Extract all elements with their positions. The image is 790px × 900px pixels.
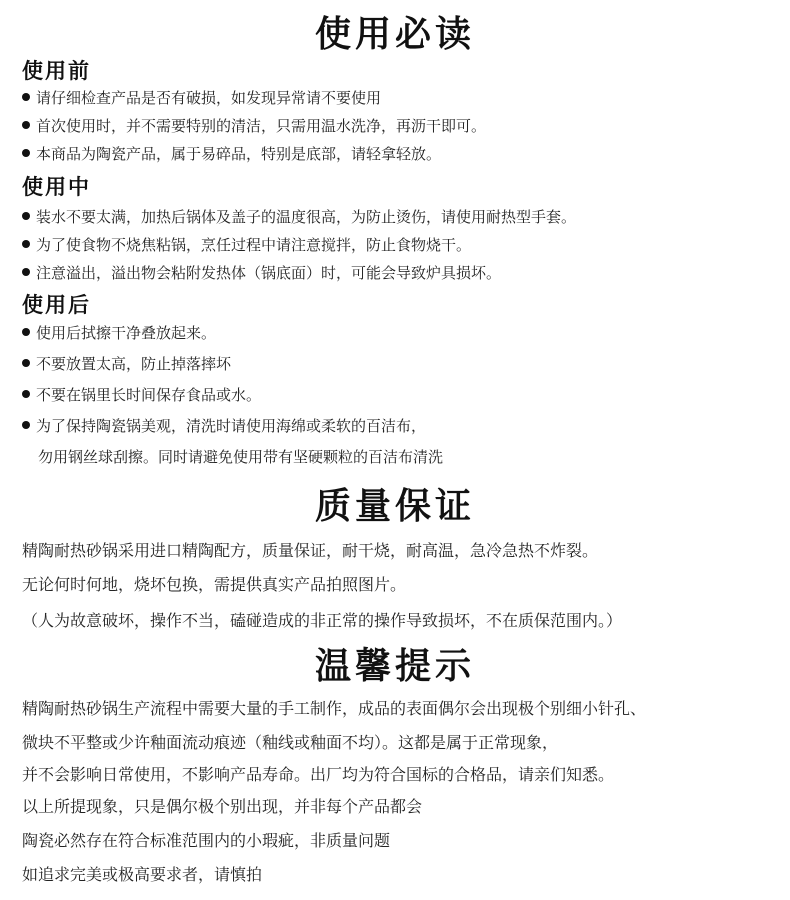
paragraph-line: 如追求完美或极高要求者，请慎拍 bbox=[22, 865, 263, 884]
list-item bbox=[22, 144, 441, 164]
paragraph-line: 以上所提现象，只是偶尔极个别出现，并非每个产品都会 bbox=[22, 797, 423, 816]
bullet-icon bbox=[22, 212, 30, 220]
bullet-icon bbox=[22, 359, 30, 367]
list-item-text: 装水不要太满，加热后锅体及盖子的温度很高，为防止烫伤，请使用耐热型手套。 bbox=[36, 208, 577, 226]
list-item bbox=[22, 88, 381, 108]
list-item bbox=[22, 323, 216, 343]
section-heading-after-use: 使用后 bbox=[22, 292, 91, 317]
list-item-text: 为了使食物不烧焦粘锅，烹任过程中请注意搅拌，防止食物烧干。 bbox=[36, 236, 472, 254]
list-item-text: 本商品为陶瓷产品，属于易碎品，特别是底部，请轻拿轻放。 bbox=[36, 145, 442, 163]
bullet-icon bbox=[22, 390, 30, 398]
section-heading-before-use: 使用前 bbox=[22, 58, 91, 83]
list-item-text: 不要放置太高，防止掉落摔坏 bbox=[36, 355, 232, 373]
list-item-continuation: 勿用钢丝球刮擦。同时请避免使用带有坚硬颗粒的百洁布清洗 bbox=[38, 448, 444, 466]
list-item-text: 请仔细检查产品是否有破损，如发现异常请不要使用 bbox=[36, 89, 382, 107]
list-item bbox=[22, 116, 486, 136]
bullet-icon bbox=[22, 421, 30, 429]
list-item bbox=[22, 263, 501, 283]
bullet-icon bbox=[22, 268, 30, 276]
list-item-text: 首次使用时，并不需要特别的清洁，只需用温水洗净，再沥干即可。 bbox=[36, 117, 487, 135]
list-item-text: 使用后拭擦干净叠放起来。 bbox=[36, 324, 217, 342]
page-title: 使用必读 bbox=[314, 13, 475, 55]
bullet-icon bbox=[22, 93, 30, 101]
paragraph-line: 陶瓷必然存在符合标准范围内的小瑕疵，非质量问题 bbox=[22, 831, 391, 850]
paragraph-line: 精陶耐热砂锅生产流程中需要大量的手工制作，成品的表面偶尔会出现极个别细小针孔、 bbox=[22, 699, 647, 718]
section-heading-during-use: 使用中 bbox=[22, 174, 91, 199]
paragraph-line: 精陶耐热砂锅采用进口精陶配方，质量保证，耐干烧，耐高温，急冷急热不炸裂。 bbox=[22, 541, 599, 560]
paragraph-line: 微块不平整或少许釉面流动痕迹（釉线或釉面不均）。这都是属于正常现象， bbox=[22, 733, 559, 752]
section-title-tips: 温馨提示 bbox=[314, 645, 475, 687]
list-item-text: 为了保持陶瓷锅美观，清洗时请使用海绵或柔软的百洁布， bbox=[36, 417, 427, 435]
paragraph-line: （人为故意破坏，操作不当，磕碰造成的非正常的操作导致损坏，不在质保范围内。） bbox=[22, 611, 623, 630]
bullet-icon bbox=[22, 328, 30, 336]
bullet-icon bbox=[22, 121, 30, 129]
list-item-text: 注意溢出，溢出物会粘附发热体（锅底面）时，可能会导致炉具损坏。 bbox=[36, 264, 502, 282]
paragraph-line: 无论何时何地，烧坏包换，需提供真实产品拍照图片。 bbox=[22, 575, 407, 594]
list-item bbox=[22, 235, 471, 255]
list-item bbox=[22, 416, 426, 436]
list-item bbox=[22, 207, 576, 227]
bullet-icon bbox=[22, 240, 30, 248]
list-item bbox=[22, 385, 261, 405]
section-title-quality: 质量保证 bbox=[314, 485, 475, 527]
bullet-icon bbox=[22, 149, 30, 157]
list-item-text: 不要在锅里长时间保存食品或水。 bbox=[36, 386, 262, 404]
list-item bbox=[22, 354, 231, 374]
paragraph-line: 并不会影响日常使用，不影响产品寿命。出厂均为符合国标的合格品，请亲们知悉。 bbox=[22, 765, 615, 784]
